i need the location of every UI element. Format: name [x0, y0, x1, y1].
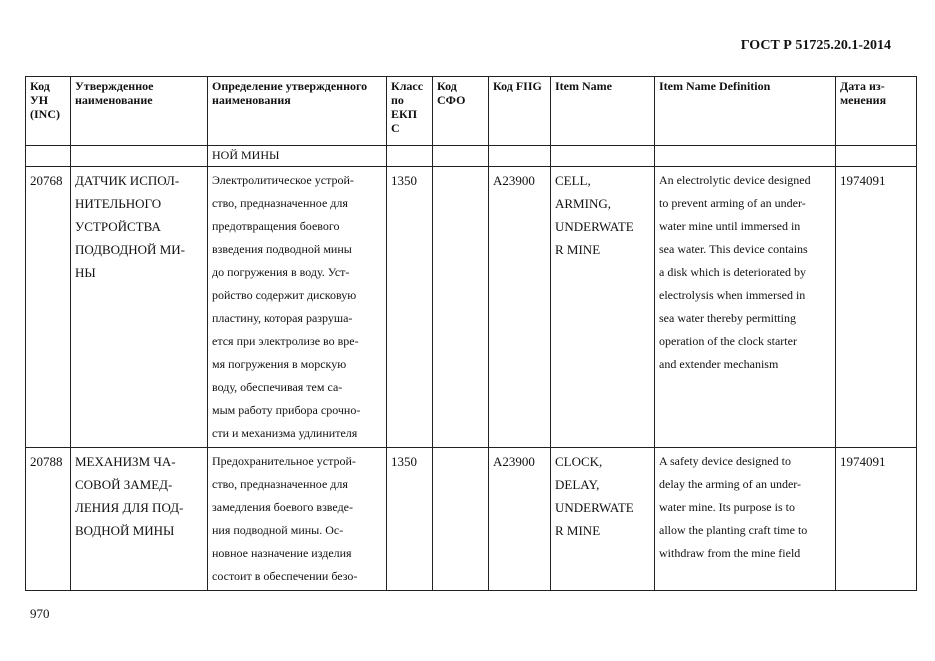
cell-change-date: 1974091 [836, 448, 917, 591]
text-line: R MINE [555, 242, 601, 257]
text-line: ЛЕНИЯ ДЛЯ ПОД- [75, 500, 184, 515]
text-line: delay the arming of an under- [659, 477, 802, 491]
text-line: ДАТЧИК ИСПОЛ- [75, 173, 180, 188]
text-line: предотвращения боевого [212, 219, 340, 233]
cell-class: 1350 [387, 167, 433, 448]
text-line: до погружения в воду. Уст- [212, 265, 350, 279]
col-header-sfo: Код СФО [433, 77, 489, 146]
text-line: water mine until immersed in [659, 219, 801, 233]
text-line: ство, предназначенное для [212, 477, 348, 491]
cell-class: 1350 [387, 448, 433, 591]
col-header-item-name-definition: Item Name Definition [655, 77, 836, 146]
cell-sfo [433, 167, 489, 448]
text-line: UNDERWATE [555, 500, 634, 515]
text-line: sea water thereby permitting [659, 311, 796, 325]
text-line: пластину, которая разруша- [212, 311, 353, 325]
standard-designation: ГОСТ Р 51725.20.1-2014 [740, 38, 891, 53]
text-line: НЫ [75, 265, 96, 280]
cell-definition [208, 448, 387, 591]
header-row [26, 77, 917, 146]
text-line: ройство содержит дисковую [212, 288, 357, 302]
text-line: UNDERWATE [555, 219, 634, 234]
cell-sfo [433, 448, 489, 591]
text-line: CELL, [555, 173, 591, 188]
text-line: замедления боевого взведе- [212, 500, 353, 514]
text-line: operation of the clock starter [659, 334, 797, 348]
text-line: воду, обеспечивая тем са- [212, 380, 343, 394]
text-line: R MINE [555, 523, 601, 538]
text-line: новное назначение изделия [212, 546, 352, 560]
cell-change-date: 1974091 [836, 167, 917, 448]
cell-item-name-definition [655, 167, 836, 448]
col-header-inc: Код УН (INC) [26, 77, 71, 146]
col-header-fiig: Код FIIG [489, 77, 551, 146]
text-line: and extender mechanism [659, 357, 779, 371]
text-line: Электролитическое устрой- [212, 173, 354, 187]
text-line: A safety device designed to [659, 454, 791, 468]
text-line: ство, предназначенное для [212, 196, 348, 210]
text-line: water mine. Its purpose is to [659, 500, 795, 514]
cell-item-name [551, 167, 655, 448]
text-line: мя погружения в морскую [212, 357, 347, 371]
col-header-item-name: Item Name [551, 77, 655, 146]
col-header-change-date: Дата из-менения [836, 77, 917, 146]
text-line: to prevent arming of an under- [659, 196, 806, 210]
cell-approved-name [71, 167, 208, 448]
text-line: electrolysis when immersed in [659, 288, 806, 302]
text-line: НИТЕЛЬНОГО [75, 196, 162, 211]
col-header-approved-name: Утвержденное наименование [71, 77, 208, 146]
text-line: sea water. This device contains [659, 242, 808, 256]
continuation-definition: НОЙ МИНЫ [208, 146, 387, 167]
table-row [26, 448, 917, 591]
text-line: сти и механизма удлинителя [212, 426, 358, 440]
text-line: ARMING, [555, 196, 611, 211]
cell-approved-name [71, 448, 208, 591]
cell-inc-code: 20768 [26, 167, 71, 448]
text-line: Предохранительное устрой- [212, 454, 356, 468]
text-line: a disk which is deteriorated by [659, 265, 806, 279]
text-line: withdraw from the mine field [659, 546, 801, 560]
col-header-class: Класс по ЕКП С [387, 77, 433, 146]
text-line: взведения подводной мины [212, 242, 352, 256]
catalog-table [25, 76, 917, 591]
text-line: УСТРОЙСТВА [75, 219, 161, 234]
text-line: состоит в обеспечении безо- [212, 569, 358, 583]
cell-definition [208, 167, 387, 448]
text-line: ния подводной мины. Ос- [212, 523, 344, 537]
cell-fiig: A23900 [489, 167, 551, 448]
continuation-row [26, 146, 917, 167]
table-row [26, 167, 917, 448]
cell-item-name-definition [655, 448, 836, 591]
text-line: ется при электролизе во вре- [212, 334, 359, 348]
col-header-definition: Определение утвержденного наименования [208, 77, 387, 146]
cell-inc-code: 20788 [26, 448, 71, 591]
text-line: allow the planting craft time to [659, 523, 808, 537]
text-line: ВОДНОЙ МИНЫ [75, 523, 175, 538]
text-line: МЕХАНИЗМ ЧА- [75, 454, 176, 469]
text-line: СОВОЙ ЗАМЕД- [75, 477, 173, 492]
cell-item-name [551, 448, 655, 591]
text-line: An electrolytic device designed [659, 173, 811, 187]
text-line: CLOCK, [555, 454, 603, 469]
text-line: ПОДВОДНОЙ МИ- [75, 242, 185, 257]
page-number: 970 [30, 606, 50, 621]
cell-fiig: A23900 [489, 448, 551, 591]
text-line: мым работу прибора срочно- [212, 403, 361, 417]
text-line: DELAY, [555, 477, 600, 492]
